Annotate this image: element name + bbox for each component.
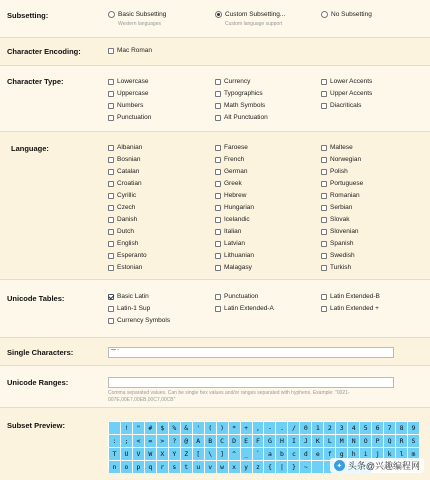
preview-glyph-cell: V (133, 448, 144, 460)
preview-glyph-cell: l (396, 448, 407, 460)
option-label: Currency (224, 78, 251, 85)
checkbox-box[interactable] (108, 241, 114, 247)
option-label: Swedish (330, 252, 355, 259)
uppercase-checkbox[interactable] (108, 90, 148, 97)
basic-subsetting-radio[interactable] (108, 11, 166, 18)
preview-glyph-cell: E (241, 435, 252, 447)
option-label: Icelandic (224, 216, 250, 223)
preview-glyph-cell: . (276, 422, 287, 434)
latin-extended-a-checkbox[interactable] (215, 305, 274, 312)
preview-glyph-cell: _ (241, 448, 252, 460)
unicode-ranges-label: Unicode Ranges: (7, 378, 69, 387)
checkbox-box[interactable] (321, 306, 327, 312)
preview-glyph-cell: f (324, 448, 335, 460)
latin-extended-b-checkbox[interactable] (321, 293, 380, 300)
numbers-checkbox[interactable] (108, 102, 143, 109)
checkbox-box[interactable] (215, 169, 221, 175)
preview-glyph-cell: = (145, 435, 156, 447)
alt-punctuation-checkbox[interactable] (215, 114, 268, 121)
dutch-checkbox[interactable] (108, 228, 134, 235)
preview-glyph-cell: U (121, 448, 132, 460)
checkbox-box[interactable] (108, 318, 114, 324)
preview-glyph-cell: K (312, 435, 323, 447)
preview-glyph-cell: ? (169, 435, 180, 447)
punctuation-checkbox[interactable] (108, 114, 151, 121)
preview-glyph-cell: N (348, 435, 359, 447)
radio-indicator[interactable] (321, 11, 328, 18)
checkbox-box[interactable] (108, 229, 114, 235)
checkbox-box[interactable] (108, 265, 114, 271)
radio-indicator[interactable] (215, 11, 222, 18)
preview-glyph-cell: ; (121, 435, 132, 447)
single-characters-input[interactable]: “”‘ ’ (108, 347, 394, 358)
albanian-checkbox[interactable] (108, 144, 142, 151)
option-label: Latin Extended-A (224, 305, 274, 312)
unicode-ranges-input[interactable] (108, 377, 394, 388)
currency-checkbox[interactable] (215, 78, 250, 85)
preview-glyph-cell: b (276, 448, 287, 460)
preview-glyph-cell: J (300, 435, 311, 447)
turkish-checkbox[interactable] (321, 264, 351, 271)
checkbox-box[interactable] (321, 265, 327, 271)
checkbox-box[interactable] (108, 103, 114, 109)
preview-glyph-cell: : (109, 435, 120, 447)
option-label: Punctuation (117, 114, 152, 121)
checkbox-box[interactable] (215, 115, 221, 121)
option-label: Serbian (330, 204, 353, 211)
option-label: Typographics (224, 90, 263, 97)
option-label: Croatian (117, 180, 142, 187)
checkbox-box[interactable] (321, 91, 327, 97)
faroese-checkbox[interactable] (215, 144, 248, 151)
option-label: Latin Extended-B (330, 293, 380, 300)
preview-glyph-cell: { (264, 461, 275, 473)
preview-glyph-cell: G (264, 435, 275, 447)
option-label: Italian (224, 228, 242, 235)
preview-glyph-cell: z (253, 461, 264, 473)
danish-checkbox[interactable] (108, 216, 137, 223)
option-label: Maltese (330, 144, 353, 151)
croatian-checkbox[interactable] (108, 180, 142, 187)
checkbox-box[interactable] (215, 217, 221, 223)
preview-glyph-cell: Y (169, 448, 180, 460)
subset-preview-label: Subset Preview: (7, 421, 65, 430)
catalan-checkbox[interactable] (108, 168, 139, 175)
character-type-label: Character Type: (7, 77, 64, 86)
preview-glyph-cell: g (336, 448, 347, 460)
preview-glyph-cell: ! (121, 422, 132, 434)
checkbox-box[interactable] (108, 48, 114, 54)
preview-glyph-cell: 8 (396, 422, 407, 434)
preview-glyph-cell: t (181, 461, 192, 473)
preview-glyph-cell: \ (205, 448, 216, 460)
upper-accents-checkbox[interactable] (321, 90, 372, 97)
checkbox-box[interactable] (215, 265, 221, 271)
checkbox-box[interactable] (321, 205, 327, 211)
checkbox-box[interactable] (108, 115, 114, 121)
checkbox-box[interactable] (321, 145, 327, 151)
checkbox-box[interactable] (321, 103, 327, 109)
preview-glyph-cell: W (145, 448, 156, 460)
preview-glyph-cell: n (109, 461, 120, 473)
preview-glyph-cell: ) (217, 422, 228, 434)
preview-glyph-cell: S (408, 435, 419, 447)
preview-glyph-cell: p (133, 461, 144, 473)
option-label: Hebrew (224, 192, 247, 199)
checkbox-box[interactable] (215, 241, 221, 247)
serbian-checkbox[interactable] (321, 204, 352, 211)
preview-glyph-cell: a (264, 448, 275, 460)
preview-glyph-cell: r (157, 461, 168, 473)
french-checkbox[interactable] (215, 156, 244, 163)
preview-glyph-cell: [ (193, 448, 204, 460)
diacriticals-checkbox[interactable] (321, 102, 361, 109)
latin-1-sup-checkbox[interactable] (108, 305, 150, 312)
option-label: Numbers (117, 102, 144, 109)
preview-glyph-cell: < (133, 435, 144, 447)
option-label: Slovenian (330, 228, 359, 235)
italian-checkbox[interactable] (215, 228, 241, 235)
preview-glyph-cell: H (276, 435, 287, 447)
preview-glyph-cell: i (360, 448, 371, 460)
checkbox-box[interactable] (215, 79, 221, 85)
bosnian-checkbox[interactable] (108, 156, 141, 163)
preview-glyph-cell: + (241, 422, 252, 434)
checkbox-box[interactable] (321, 79, 327, 85)
preview-glyph-cell: @ (181, 435, 192, 447)
preview-glyph-cell: ^ (229, 448, 240, 460)
preview-glyph-cell: F (253, 435, 264, 447)
preview-glyph-cell: D (229, 435, 240, 447)
hungarian-checkbox[interactable] (215, 204, 254, 211)
preview-glyph-cell: 1 (312, 422, 323, 434)
punctuation-checkbox[interactable] (215, 293, 258, 300)
preview-glyph-cell: T (109, 448, 120, 460)
preview-glyph-cell: I (288, 435, 299, 447)
checkbox-box[interactable] (108, 205, 114, 211)
checkbox-box[interactable] (108, 294, 114, 300)
watermark-logo-icon: ✦ (334, 460, 345, 471)
checkbox-box[interactable] (108, 169, 114, 175)
preview-glyph-cell: P (372, 435, 383, 447)
checkbox-box[interactable] (321, 217, 327, 223)
option-label: Portuguese (330, 180, 364, 187)
checkbox-box[interactable] (108, 217, 114, 223)
language-section (0, 132, 430, 280)
option-label: Romanian (330, 192, 360, 199)
checkbox-box[interactable] (215, 306, 221, 312)
spanish-checkbox[interactable] (321, 240, 354, 247)
currency-symbols-checkbox[interactable] (108, 317, 170, 324)
checkbox-box[interactable] (321, 169, 327, 175)
option-label: Mac Roman (117, 47, 153, 54)
option-label: Upper Accents (330, 90, 373, 97)
option-label: Latin-1 Sup (117, 305, 151, 312)
preview-glyph-cell: M (336, 435, 347, 447)
preview-glyph-cell: A (193, 435, 204, 447)
language-label: Language: (11, 144, 49, 153)
option-label: No Subsetting (331, 11, 372, 18)
option-label: Lowercase (117, 78, 149, 85)
preview-glyph-cell: 5 (360, 422, 371, 434)
option-label: Turkish (330, 264, 352, 271)
preview-glyph-cell: h (348, 448, 359, 460)
option-label: Diacriticals (330, 102, 362, 109)
watermark (330, 458, 424, 473)
preview-glyph-cell (109, 422, 120, 434)
romanian-checkbox[interactable] (321, 192, 360, 199)
preview-glyph-cell: L (324, 435, 335, 447)
preview-glyph-cell: k (384, 448, 395, 460)
basic-latin-checkbox[interactable] (108, 293, 149, 300)
option-label: Czech (117, 204, 136, 211)
portuguese-checkbox[interactable] (321, 180, 363, 187)
preview-glyph-cell: ] (217, 448, 228, 460)
english-checkbox[interactable] (108, 240, 138, 247)
preview-glyph-cell: X (157, 448, 168, 460)
option-label: Lower Accents (330, 78, 373, 85)
option-label: Spanish (330, 240, 354, 247)
option-label: Slovak (330, 216, 350, 223)
german-checkbox[interactable] (215, 168, 247, 175)
preview-glyph-cell: o (121, 461, 132, 473)
preview-glyph-cell: 7 (384, 422, 395, 434)
option-label: Hungarian (224, 204, 254, 211)
option-label: Esperanto (117, 252, 147, 259)
preview-glyph-cell: y (241, 461, 252, 473)
option-label: Greek (224, 180, 242, 187)
maltese-checkbox[interactable] (321, 144, 353, 151)
slovenian-checkbox[interactable] (321, 228, 359, 235)
no-subsetting-radio[interactable] (321, 11, 372, 18)
checkbox-box[interactable] (321, 157, 327, 163)
preview-glyph-cell: 3 (336, 422, 347, 434)
preview-glyph-cell: e (312, 448, 323, 460)
option-label: Danish (117, 216, 138, 223)
checkbox-box[interactable] (321, 181, 327, 187)
option-label: Estonian (117, 264, 143, 271)
unicode-ranges-help: Comma separated values. Can be single hex values and/or ranges separated with hyphens. Example: "0021-007E,00E7,00EB,00C7,00CB" (108, 390, 350, 403)
option-sub-label: Western languages (118, 21, 161, 27)
preview-glyph-cell: # (145, 422, 156, 434)
preview-glyph-cell: | (276, 461, 287, 473)
option-label: Alt Punctuation (224, 114, 268, 121)
preview-glyph-cell: ` (253, 448, 264, 460)
preview-glyph-cell: - (264, 422, 275, 434)
checkbox-box[interactable] (215, 103, 221, 109)
polish-checkbox[interactable] (321, 168, 348, 175)
character-type-section (0, 66, 430, 132)
checkbox-box[interactable] (108, 181, 114, 187)
preview-glyph-cell: 6 (372, 422, 383, 434)
malagasy-checkbox[interactable] (215, 264, 252, 271)
encoding-section (0, 38, 430, 66)
option-label: Dutch (117, 228, 134, 235)
preview-glyph-cell: 0 (300, 422, 311, 434)
custom-subsetting-radio[interactable] (215, 11, 285, 18)
option-sub-label: Custom language support (225, 21, 283, 27)
preview-glyph-cell: ~ (300, 461, 311, 473)
option-label: Punctuation (224, 293, 259, 300)
preview-glyph-cell: j (372, 448, 383, 460)
preview-glyph-cell: & (181, 422, 192, 434)
option-label: Latvian (224, 240, 245, 247)
option-label: English (117, 240, 139, 247)
icelandic-checkbox[interactable] (215, 216, 250, 223)
greek-checkbox[interactable] (215, 180, 242, 187)
option-label: Faroese (224, 144, 248, 151)
checkbox-box[interactable] (321, 241, 327, 247)
lowercase-checkbox[interactable] (108, 78, 148, 85)
single-characters-label: Single Characters: (7, 348, 74, 357)
checkbox-box[interactable] (321, 193, 327, 199)
slovak-checkbox[interactable] (321, 216, 350, 223)
preview-glyph-cell (312, 461, 323, 473)
option-label: Basic Latin (117, 293, 149, 300)
preview-glyph-cell: u (193, 461, 204, 473)
latin-extended-checkbox[interactable] (321, 305, 379, 312)
checkbox-box[interactable] (215, 193, 221, 199)
watermark-text: 头条@兴趣编程网 (347, 461, 420, 471)
unicode-tables-section (0, 280, 430, 338)
checkbox-box[interactable] (215, 181, 221, 187)
option-label: Malagasy (224, 264, 252, 271)
preview-glyph-cell: s (169, 461, 180, 473)
preview-glyph-cell: w (217, 461, 228, 473)
option-label: Latin Extended + (330, 305, 379, 312)
preview-glyph-cell: m (408, 448, 419, 460)
preview-glyph-cell: 2 (324, 422, 335, 434)
preview-glyph-cell: O (360, 435, 371, 447)
checkbox-box[interactable] (108, 193, 114, 199)
preview-glyph-cell: B (205, 435, 216, 447)
option-label: Custom Subsetting... (225, 11, 286, 18)
option-label: French (224, 156, 245, 163)
checkbox-box[interactable] (215, 205, 221, 211)
checkbox-box[interactable] (108, 91, 114, 97)
checkbox-box[interactable] (215, 157, 221, 163)
single-characters-section (0, 338, 430, 366)
preview-glyph-cell: % (169, 422, 180, 434)
option-label: Basic Subsetting (118, 11, 167, 18)
lower-accents-checkbox[interactable] (321, 78, 372, 85)
estonian-checkbox[interactable] (108, 264, 142, 271)
unicode-tables-label: Unicode Tables: (7, 294, 65, 303)
option-label: Lithuanian (224, 252, 254, 259)
preview-glyph-cell: " (133, 422, 144, 434)
mac-roman-checkbox[interactable] (108, 47, 152, 54)
preview-glyph-cell: C (217, 435, 228, 447)
preview-glyph-cell: R (396, 435, 407, 447)
latvian-checkbox[interactable] (215, 240, 245, 247)
encoding-label: Character Encoding: (7, 47, 81, 56)
checkbox-box[interactable] (108, 157, 114, 163)
option-label: Polish (330, 168, 348, 175)
checkbox-box[interactable] (108, 306, 114, 312)
preview-glyph-cell: Z (181, 448, 192, 460)
preview-glyph-cell: > (157, 435, 168, 447)
checkbox-box[interactable] (321, 294, 327, 300)
option-label: Bosnian (117, 156, 141, 163)
preview-glyph-cell: / (288, 422, 299, 434)
checkbox-box[interactable] (321, 253, 327, 259)
checkbox-box[interactable] (321, 229, 327, 235)
option-label: Norwegian (330, 156, 362, 163)
checkbox-box[interactable] (108, 253, 114, 259)
option-label: Uppercase (117, 90, 149, 97)
radio-indicator[interactable] (108, 11, 115, 18)
checkbox-box[interactable] (215, 253, 221, 259)
preview-glyph-cell: c (288, 448, 299, 460)
option-label: Math Symbols (224, 102, 266, 109)
option-label: Cyrillic (117, 192, 137, 199)
preview-glyph-cell: $ (157, 422, 168, 434)
esperanto-checkbox[interactable] (108, 252, 147, 259)
norwegian-checkbox[interactable] (321, 156, 361, 163)
preview-glyph-cell: 9 (408, 422, 419, 434)
hebrew-checkbox[interactable] (215, 192, 246, 199)
swedish-checkbox[interactable] (321, 252, 355, 259)
checkbox-box[interactable] (108, 145, 114, 151)
typographics-checkbox[interactable] (215, 90, 263, 97)
option-label: German (224, 168, 248, 175)
lithuanian-checkbox[interactable] (215, 252, 254, 259)
checkbox-box[interactable] (108, 79, 114, 85)
subsetting-label: Subsetting: (7, 11, 49, 20)
option-label: Albanian (117, 144, 143, 151)
unicode-ranges-section (0, 366, 430, 408)
preview-glyph-cell: ( (205, 422, 216, 434)
preview-glyph-cell: q (145, 461, 156, 473)
preview-glyph-cell: x (229, 461, 240, 473)
preview-glyph-cell: d (300, 448, 311, 460)
math-symbols-checkbox[interactable] (215, 102, 265, 109)
preview-glyph-cell: ' (193, 422, 204, 434)
option-label: Currency Symbols (117, 317, 171, 324)
preview-glyph-cell: 4 (348, 422, 359, 434)
preview-glyph-cell: v (205, 461, 216, 473)
czech-checkbox[interactable] (108, 204, 135, 211)
preview-glyph-cell: * (229, 422, 240, 434)
checkbox-box[interactable] (215, 91, 221, 97)
subsetting-section (0, 0, 430, 38)
preview-glyph-cell: , (253, 422, 264, 434)
checkbox-box[interactable] (215, 229, 221, 235)
preview-glyph-cell: } (288, 461, 299, 473)
checkbox-box[interactable] (215, 145, 221, 151)
option-label: Catalan (117, 168, 140, 175)
cyrillic-checkbox[interactable] (108, 192, 136, 199)
preview-glyph-cell: Q (384, 435, 395, 447)
checkbox-box[interactable] (215, 294, 221, 300)
